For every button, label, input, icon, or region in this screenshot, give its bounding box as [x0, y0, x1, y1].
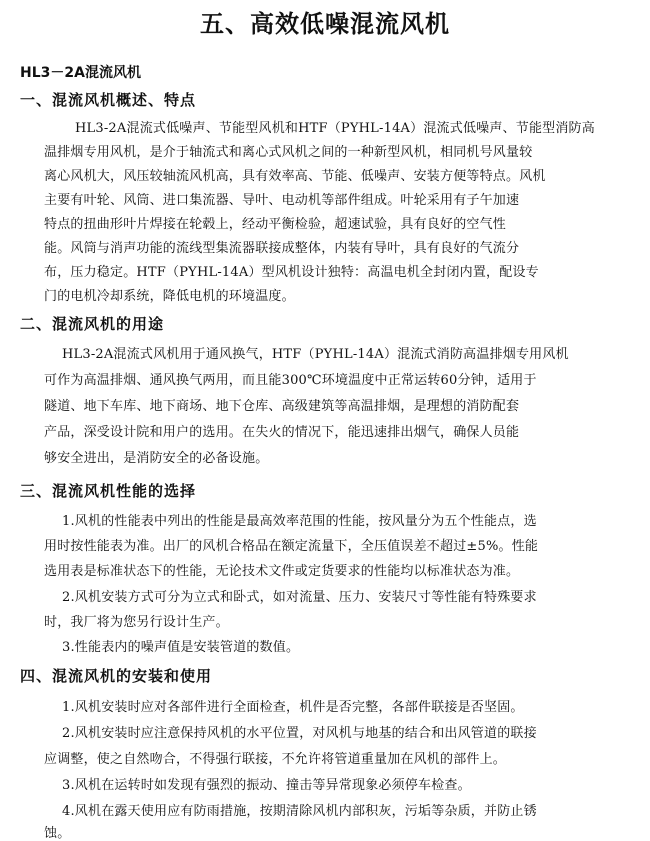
page-title: 五、高效低噪混流风机 — [200, 10, 450, 38]
paragraph-line: 2.风机安装方式可分为立式和卧式，如对流量、压力、安装尺寸等性能有特殊要求 — [62, 590, 537, 605]
paragraph-line: 3.性能表内的噪声值是安装管道的数值。 — [62, 640, 300, 655]
paragraph-line: 蚀。 — [44, 826, 71, 841]
paragraph-line: 布，压力稳定。HTF（PYHL-14A）型风机设计独特：高温电机全封闭内置，配设专 — [44, 265, 539, 280]
model-heading: HL3－2A混流风机 — [20, 65, 141, 81]
section-heading-overview: 一、混流风机概述、特点 — [20, 91, 197, 109]
paragraph-line: 1.风机的性能表中列出的性能是最高效率范围的性能，按风量分为五个性能点，选 — [62, 514, 537, 529]
paragraph-line: 3.风机在运转时如发现有强烈的振动、撞击等异常现象必须停车检查。 — [62, 778, 471, 793]
section-heading-installation: 四、混流风机的安装和使用 — [20, 667, 213, 685]
paragraph-line: 4.风机在露天使用应有防雨措施，按期清除风机内部积灰，污垢等杂质，并防止锈 — [62, 804, 537, 819]
paragraph-line: 时，我厂将为您另行设计生产。 — [44, 615, 229, 630]
section-heading-selection: 三、混流风机性能的选择 — [20, 482, 197, 500]
paragraph-line: 可作为高温排烟、通风换气两用，而且能300℃环境温度中正常运转60分钟，适用于 — [44, 373, 537, 388]
paragraph-line: 隧道、地下车库、地下商场、地下仓库、高级建筑等高温排烟，是理想的消防配套 — [44, 399, 520, 414]
section-heading-usage: 二、混流风机的用途 — [20, 315, 165, 333]
paragraph-line: 够安全进出，是消防安全的必备设施。 — [44, 451, 269, 466]
paragraph-line: 用时按性能表为准。出厂的风机合格品在额定流量下，全压值误差不超过±5%。性能 — [44, 539, 539, 554]
paragraph-line: 应调整，使之自然吻合，不得强行联接，不允许将管道重量加在风机的部件上。 — [44, 752, 507, 767]
paragraph-line: 能。风筒与消声功能的流线型集流器联接成整体，内装有导叶，具有良好的气流分 — [44, 241, 520, 256]
paragraph-line: HL3-2A混流式低噪声、节能型风机和HTF（PYHL-14A）混流式低噪声、节能型消防高 — [75, 121, 595, 136]
paragraph-line: HL3-2A混流式风机用于通风换气，HTF（PYHL-14A）混流式消防高温排烟专用风机 — [62, 347, 569, 362]
paragraph-line: 温排烟专用风机，是介于轴流式和离心式风机之间的一种新型风机，相同机号风量较 — [44, 145, 533, 160]
paragraph-line: 特点的扭曲形叶片焊接在轮毂上，经动平衡检验，超速试验，具有良好的空气性 — [44, 217, 507, 232]
paragraph-line: 1.风机安装时应对各部件进行全面检查，机件是否完整，各部件联接是否坚固。 — [62, 700, 524, 715]
paragraph-line: 离心风机大，风压较轴流风机高，具有效率高、节能、低噪声、安装方便等特点。风机 — [44, 169, 546, 184]
paragraph-line: 选用表是标准状态下的性能，无论技术文件或定货要求的性能均以标准状态为准。 — [44, 564, 520, 579]
paragraph-line: 2.风机安装时应注意保持风机的水平位置，对风机与地基的结合和出风管道的联接 — [62, 726, 537, 741]
paragraph-line: 门的电机冷却系统，降低电机的环境温度。 — [44, 289, 295, 304]
paragraph-line: 主要有叶轮、风筒、进口集流器、导叶、电动机等部件组成。叶轮采用有子午加速 — [44, 193, 520, 208]
paragraph-line: 产品，深受设计院和用户的选用。在失火的情况下，能迅速排出烟气，确保人员能 — [44, 425, 520, 440]
